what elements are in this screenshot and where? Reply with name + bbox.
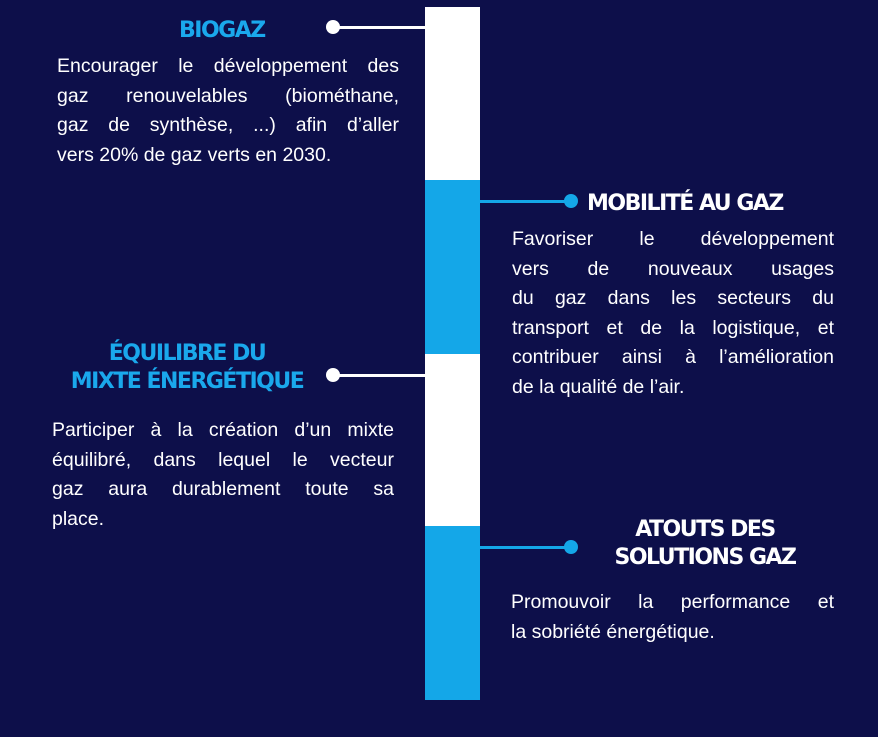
equilibre-line-2: équilibré, dans lequel le vecteur: [52, 448, 394, 471]
equilibre-title-line-1: ÉQUILIBRE DU: [108, 341, 266, 366]
atouts-title-line-1: ATOUTS DES: [635, 517, 775, 542]
mobilite-line-6: de la qualité de l’air.: [512, 375, 685, 398]
mobilite-line-5: contribuer ainsi à l’amélioration: [512, 346, 834, 368]
mobilite-description: [512, 225, 834, 402]
timeline-segment-2: [425, 180, 480, 354]
biogaz-description: [57, 52, 399, 170]
connector-line-biogaz: [333, 26, 425, 29]
timeline-segment-1: [425, 7, 480, 180]
biogaz-line-3: gaz de synthèse, ...) afin d’aller: [57, 114, 399, 136]
biogaz-line-1: Encourager le développement des: [57, 55, 399, 77]
connector-line-mobilite: [455, 200, 571, 203]
equilibre-line-1: Participer à la création d’un mixte: [52, 419, 394, 441]
mobilite-line-2: vers de nouveaux usages: [512, 257, 834, 280]
equilibre-description: [52, 416, 394, 534]
atouts-title-line-2: SOLUTIONS GAZ: [614, 545, 796, 570]
biogaz-line-2: gaz renouvelables (biométhane,: [57, 84, 399, 107]
equilibre-line-4: place.: [52, 507, 105, 530]
connector-dot-mobilite: [564, 194, 578, 208]
equilibre-title: [52, 340, 322, 396]
connector-dot-atouts: [564, 540, 578, 554]
timeline-segment-4: [425, 526, 480, 700]
atouts-line-2: la sobriété énergétique.: [511, 620, 715, 643]
atouts-title: [590, 516, 820, 572]
connector-line-atouts: [480, 546, 570, 549]
mobilite-line-1: Favoriser le développement: [512, 228, 834, 250]
equilibre-title-line-2: MIXTE ÉNERGÉTIQUE: [70, 369, 304, 394]
connector-line-equilibre: [333, 374, 425, 377]
mobilite-line-3: du gaz dans les secteurs du: [512, 287, 834, 309]
atouts-line-1: Promouvoir la performance et: [511, 591, 834, 613]
mobilite-title: MOBILITÉ AU GAZ: [587, 191, 783, 216]
atouts-description: [511, 588, 834, 647]
mobilite-line-4: transport et de la logistique, et: [512, 316, 834, 339]
biogaz-line-4: vers 20% de gaz verts en 2030.: [57, 143, 332, 166]
timeline-segment-3: [425, 354, 480, 526]
biogaz-title: BIOGAZ: [179, 18, 265, 43]
equilibre-line-3: gaz aura durablement toute sa: [52, 478, 394, 500]
